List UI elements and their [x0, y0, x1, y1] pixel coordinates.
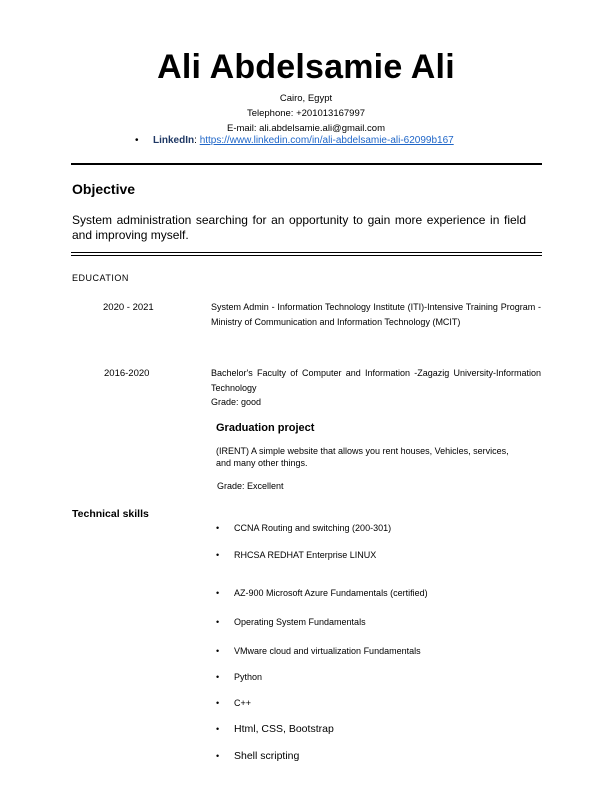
candidate-name: Ali Abdelsamie Ali — [157, 48, 455, 86]
skill-label: Operating System Fundamentals — [234, 617, 366, 627]
graduation-project-grade: Grade: Excellent — [217, 481, 284, 491]
bullet-icon: • — [216, 672, 220, 682]
bullet-icon: • — [216, 588, 220, 598]
education-heading: EDUCATION — [72, 273, 129, 283]
skill-label: RHCSA REDHAT Enterprise LINUX — [234, 550, 377, 560]
bullet-icon: • — [216, 724, 220, 734]
linkedin-label: LinkedIn — [153, 135, 195, 146]
skill-item — [216, 588, 428, 598]
graduation-project-text: (IRENT) A simple website that allows you rent houses, Vehicles, services, and many other things. — [216, 446, 509, 468]
bullet-icon: • — [135, 135, 139, 146]
education-years: 2016-2020 — [104, 368, 150, 379]
objective-divider-top — [71, 252, 542, 253]
skill-item — [216, 550, 376, 560]
objective-divider-bottom — [71, 255, 542, 256]
skill-label: CCNA Routing and switching (200-301) — [234, 523, 392, 533]
skill-label: C++ — [234, 698, 252, 708]
education-years: 2020 - 2021 — [103, 302, 154, 313]
objective-text: System administration searching for an opportunity to gain more experience in field and improving myself. — [72, 213, 526, 242]
linkedin-separator: : — [194, 135, 200, 146]
skill-label: Shell scripting — [234, 750, 300, 762]
skill-label: AZ-900 Microsoft Azure Fundamentals (certified) — [234, 588, 428, 598]
education-text: Bachelor's Faculty of Computer and Information -Zagazig University-Information Technology — [211, 368, 541, 393]
bullet-icon: • — [216, 523, 220, 533]
graduation-project-heading: Graduation project — [216, 422, 315, 434]
technical-skills-heading: Technical skills — [72, 508, 149, 520]
bullet-icon: • — [216, 646, 220, 656]
skill-label: VMware cloud and virtualization Fundamentals — [234, 646, 421, 656]
skill-item — [216, 698, 251, 708]
skill-item — [216, 523, 391, 533]
skill-item — [216, 617, 366, 627]
education-text: System Admin - Information Technology Institute (ITI)-Intensive Training Program - Ministry of Communication and Information Technology (MCIT) — [211, 302, 541, 327]
bullet-icon: • — [216, 550, 220, 560]
bullet-icon: • — [216, 617, 220, 627]
skill-label: Html, CSS, Bootstrap — [234, 723, 334, 735]
email-text: E-mail: ali.abdelsamie.ali@gmail.com — [226, 123, 385, 134]
education-grade: Grade: good — [211, 397, 262, 407]
skill-label: Python — [234, 672, 263, 682]
skill-item — [216, 672, 262, 682]
bullet-icon: • — [216, 698, 220, 708]
telephone-text: Telephone: +201013167997 — [246, 108, 366, 119]
skill-item — [216, 723, 334, 735]
linkedin-row — [135, 135, 454, 146]
skill-item — [216, 646, 421, 656]
objective-heading: Objective — [72, 181, 136, 197]
header-divider — [71, 163, 542, 165]
skill-item — [216, 750, 299, 762]
bullet-icon: • — [216, 751, 220, 761]
location-text: Cairo, Egypt — [279, 93, 333, 104]
linkedin-link[interactable]: https://www.linkedin.com/in/ali-abdelsamie-ali-62099b167 — [199, 135, 454, 146]
